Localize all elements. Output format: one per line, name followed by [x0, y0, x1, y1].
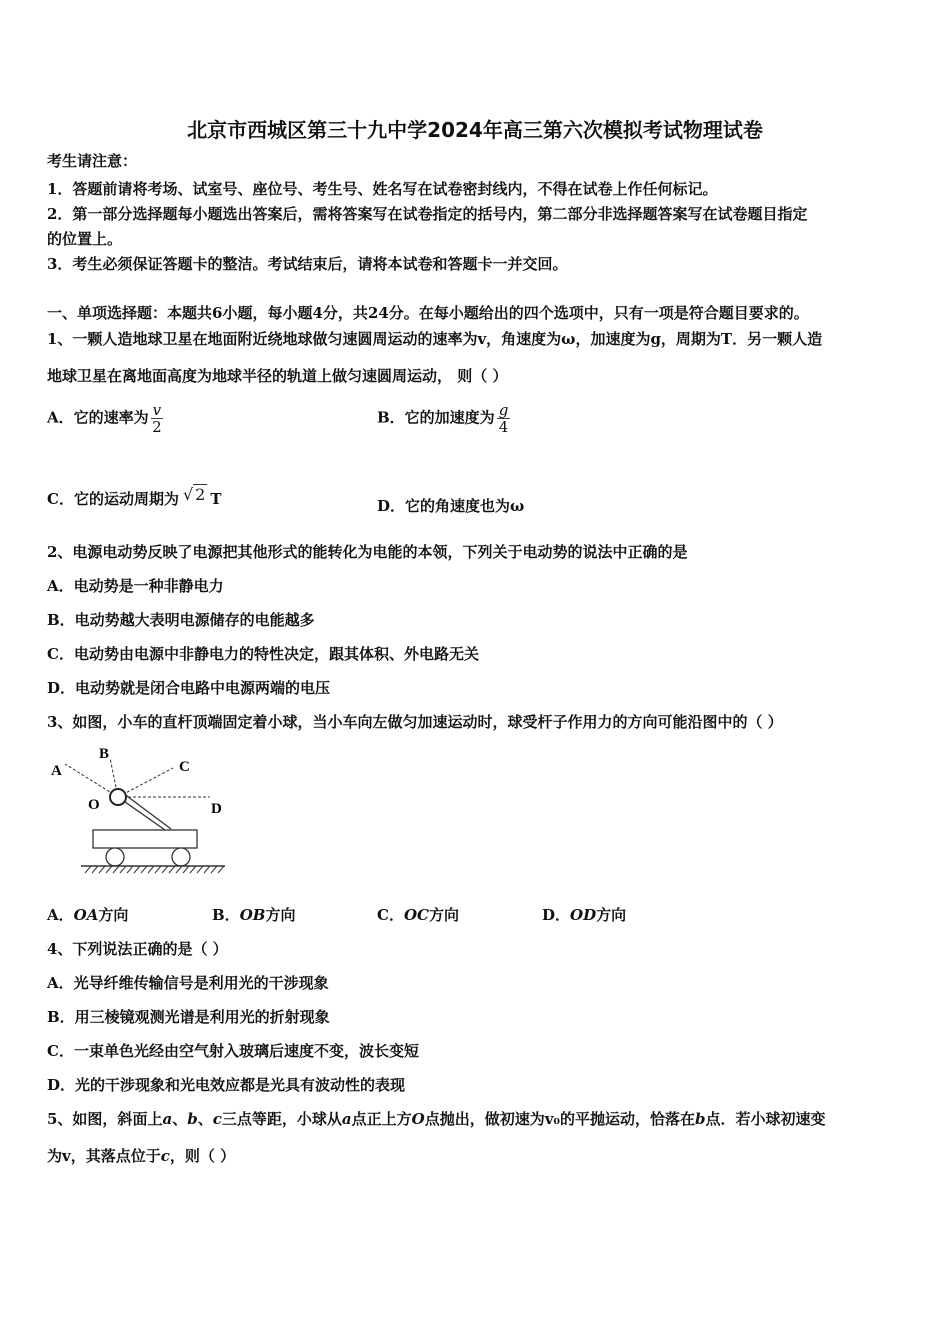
q2-option-d[interactable]: D．电动势就是闭合电路中电源两端的电压 [47, 679, 331, 697]
q2-option-c[interactable]: C．电动势由电源中非静电力的特性决定，跟其体积、外电路无关 [47, 645, 479, 663]
notice-heading: 考生请注意： [47, 152, 138, 170]
q4-option-a[interactable]: A．光导纤维传输信号是利用光的干涉现象 [47, 974, 329, 992]
notice-item-2-cont: 的位置上。 [47, 230, 123, 248]
option-variable: OA [73, 906, 99, 924]
direction-line-oa [65, 764, 118, 797]
rod-line-2 [123, 793, 171, 829]
direction-line-oc [118, 768, 173, 797]
option-suffix: 方向 [596, 906, 627, 924]
ball [110, 789, 126, 805]
q5-stem-line2 [47, 1145, 235, 1166]
q5-var-a: a [162, 1110, 173, 1128]
q1-stem-line2: 地球卫星在离地面高度为地球半径的轨道上做匀速圆周运动， 则（ ） [47, 367, 508, 385]
option-suffix: 方向 [428, 906, 459, 924]
option-variable: OC [403, 906, 429, 924]
q1-option-a-label: A．它的速率为 [47, 408, 149, 427]
q4-option-d[interactable]: D．光的干涉现象和光电效应都是光具有波动性的表现 [47, 1076, 406, 1094]
q3-option-c[interactable] [377, 904, 459, 925]
q1-option-a-fraction [151, 402, 163, 435]
q1-option-c-suffix: T [210, 490, 222, 508]
fraction-numerator: g [498, 401, 509, 419]
q5-text: 三点等距，小球从 [221, 1110, 342, 1128]
ground-hatching [85, 866, 224, 873]
q3-option-b[interactable] [212, 904, 295, 925]
q1-option-b-label: B．它的加速度为 [377, 408, 495, 427]
option-prefix: B． [212, 906, 240, 924]
q1-option-a[interactable] [47, 402, 163, 435]
q5-var-c: c [160, 1147, 170, 1165]
q3-option-a[interactable] [47, 904, 128, 925]
q1-option-c-label: C．它的运动周期为 [47, 490, 179, 508]
option-prefix: D． [542, 906, 571, 924]
q5-sep: 、 [197, 1110, 213, 1128]
q1-option-b-fraction [497, 402, 511, 435]
cart-wheel-right [172, 848, 190, 866]
sqrt-symbol: √ 2 [182, 485, 206, 504]
figure-label-a: A [51, 763, 62, 779]
fraction-numerator: v [152, 401, 162, 419]
q5-var-a: a [341, 1110, 352, 1128]
figure-label-c: C [179, 759, 190, 775]
fraction-denominator: 4 [498, 418, 509, 436]
q1-stem-line1: 1、一颗人造地球卫星在地面附近绕地球做匀速圆周运动的速率为v，角速度为ω，加速度为g，周期为T．另一颗人造 [47, 330, 823, 348]
q3-option-d[interactable] [542, 904, 626, 925]
q2-option-b[interactable]: B．电动势越大表明电源储存的电能越多 [47, 611, 315, 629]
sqrt-radicand: 2 [195, 485, 206, 504]
option-variable: OB [239, 906, 266, 924]
notice-item-3: 3．考生必须保证答题卡的整洁。考试结束后，请将本试卷和答题卡一并交回。 [47, 255, 568, 273]
cart-wheel-left [106, 848, 124, 866]
q5-var-c: c [212, 1110, 222, 1128]
cart-body [93, 830, 197, 848]
figure-label-d: D [211, 801, 222, 817]
notice-item-1: 1．答题前请将考场、试室号、座位号、考生号、姓名写在试卷密封线内，不得在试卷上作任何标记。 [47, 180, 718, 198]
q5-var-o: O [411, 1110, 425, 1128]
q5-text: 为v，其落点位于 [47, 1147, 161, 1165]
option-prefix: C． [377, 906, 404, 924]
q4-stem: 4、下列说法正确的是（ ） [47, 940, 228, 958]
q1-option-c[interactable] [47, 484, 222, 509]
q3-stem: 3、如图，小车的直杆顶端固定着小球，当小车向左做匀加速运动时，球受杆子作用力的方向可能沿图中的（ ） [47, 713, 783, 731]
figure-label-b: B [99, 746, 110, 762]
section-heading: 一、单项选择题：本题共6小题，每小题4分，共24分。在每小题给出的四个选项中，只有一项是符合题目要求的。 [47, 304, 809, 322]
q1-option-d[interactable]: D．它的角速度也为ω [377, 497, 525, 515]
q5-text: 点抛出，做初速为v₀的平抛运动，恰落在 [424, 1110, 695, 1128]
notice-item-2: 2．第一部分选择题每小题选出答案后，需将答案写在试卷指定的括号内，第二部分非选择题答案写在试卷题目指定 [47, 205, 808, 223]
q5-var-b: b [695, 1110, 706, 1128]
option-variable: OD [570, 906, 597, 924]
q5-text: ，则（ ） [169, 1147, 236, 1165]
q1-option-b[interactable] [377, 402, 510, 435]
option-prefix: A． [47, 906, 74, 924]
option-suffix: 方向 [98, 906, 129, 924]
q5-text: 点正上方 [351, 1110, 412, 1128]
q5-text: 5、如图，斜面上 [47, 1110, 163, 1128]
q3-figure-cart [45, 740, 235, 880]
q2-option-a[interactable]: A．电动势是一种非静电力 [47, 577, 224, 595]
q5-var-b: b [187, 1110, 198, 1128]
q4-option-c[interactable]: C．一束单色光经由空气射入玻璃后速度不变，波长变短 [47, 1042, 419, 1060]
figure-label-o: O [88, 797, 100, 813]
fraction-denominator: 2 [152, 418, 162, 436]
page-title: 北京市西城区第三十九中学2024年高三第六次模拟考试物理试卷 [187, 118, 763, 142]
q2-stem: 2、电源电动势反映了电源把其他形式的能转化为电能的本领，下列关于电动势的说法中正确的是 [47, 543, 688, 561]
q4-option-b[interactable]: B．用三棱镜观测光谱是利用光的折射现象 [47, 1008, 330, 1026]
q5-sep: 、 [172, 1110, 188, 1128]
option-suffix: 方向 [265, 906, 296, 924]
q5-text: 点．若小球初速变 [705, 1110, 826, 1128]
q5-stem-line1 [47, 1108, 826, 1129]
